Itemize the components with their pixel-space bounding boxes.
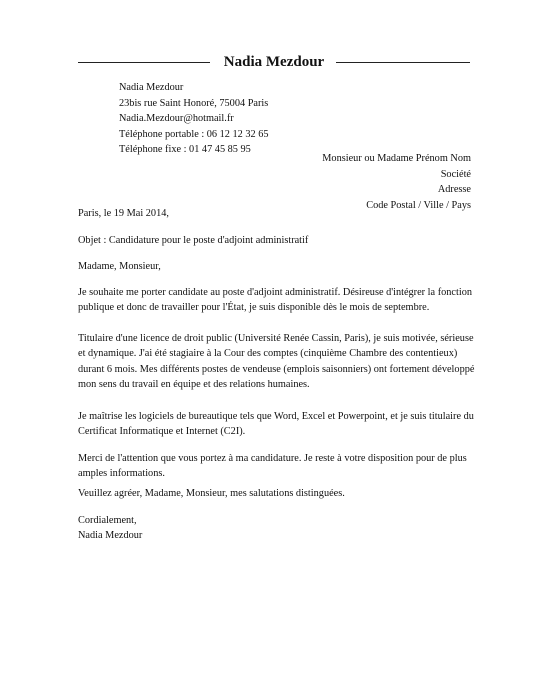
letter-header xyxy=(78,52,470,72)
paragraph-text: Je souhaite me porter candidate au poste d'adjoint administratif. Désireuse d'intégrer la fonction publique et donc de travailler pour l'État, je suis disponible dès le mois de septembre. xyxy=(78,287,473,314)
recipient-city: Code Postal / Ville / Pays xyxy=(366,199,471,211)
sender-mobile: Téléphone portable : 06 12 12 32 65 xyxy=(119,128,269,140)
letter-paragraph-1 xyxy=(78,285,476,316)
header-name: Nadia Mezdour xyxy=(223,54,325,70)
recipient-block xyxy=(322,151,471,213)
letter-signature: Nadia Mezdour xyxy=(78,530,143,541)
letter-salutation: Madame, Monsieur, xyxy=(78,261,161,272)
header-rule-right xyxy=(336,62,470,63)
letter-paragraph-4 xyxy=(78,451,476,482)
sender-landline: Téléphone fixe : 01 47 45 85 95 xyxy=(119,144,251,155)
recipient-company: Société xyxy=(440,168,471,180)
letter-date: Paris, le 19 Mai 2014, xyxy=(78,208,169,219)
sender-email: Nadia.Mezdour@hotmail.fr xyxy=(119,113,234,124)
letter-subject: Objet : Candidature pour le poste d'adjoint administratif xyxy=(78,235,309,246)
letter-paragraph-2 xyxy=(78,331,476,392)
letter-paragraph-3 xyxy=(78,409,476,440)
recipient-address: Adresse xyxy=(437,184,471,195)
sender-address: 23bis rue Saint Honoré, 75004 Paris xyxy=(119,97,269,109)
paragraph-text: Titulaire d'une licence de droit public (Université Renée Cassin, Paris), je suis motivée, sérieuse et dynamique. J'ai été stagiaire à la Cour des comptes (cinquième Chambre des contentieux) durant 6 mois. Mes différents postes de vendeuse (emplois saisonniers) ont fortement développé mon sens du travail en équipe et des relations humaines. xyxy=(78,333,475,390)
paragraph-text: Je maîtrise les logiciels de bureautique tels que Word, Excel et Powerpoint, et je suis titulaire du Certificat Informatique et Internet (C2I). xyxy=(78,411,474,438)
sender-name: Nadia Mezdour xyxy=(119,82,184,93)
sender-block xyxy=(119,80,269,158)
recipient-name: Monsieur ou Madame Prénom Nom xyxy=(322,153,471,164)
paragraph-text: Merci de l'attention que vous portez à ma candidature. Je reste à votre disposition pour de plus amples informations. xyxy=(78,453,467,480)
letter-sign-off: Cordialement, xyxy=(78,515,137,526)
letter-closing-formula: Veuillez agréer, Madame, Monsieur, mes salutations distinguées. xyxy=(78,488,345,499)
